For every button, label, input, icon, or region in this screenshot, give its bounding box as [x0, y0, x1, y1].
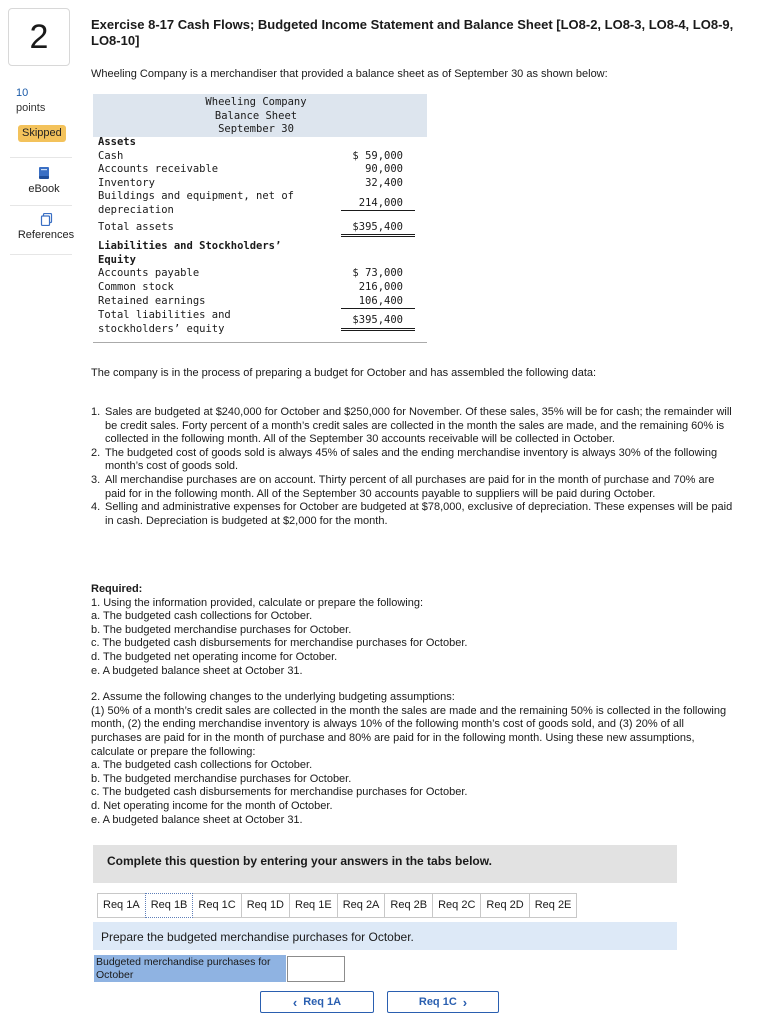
- list-item: e. A budgeted balance sheet at October 31.: [91, 664, 303, 677]
- points-value: 10: [16, 87, 29, 99]
- question-number: 2: [8, 8, 70, 66]
- tab-req-1c[interactable]: Req 1C: [193, 893, 240, 918]
- ebook-label: eBook: [28, 183, 60, 195]
- copy-icon: [40, 213, 53, 226]
- tab-req-2d[interactable]: Req 2D: [480, 893, 528, 918]
- row-label: Total assets: [98, 220, 174, 233]
- table-row: [93, 295, 427, 310]
- item-text: Selling and administrative expenses for October are budgeted at $78,000, exclusive of depreciation. These expenses will be paid in cash. Depreciation is budgeted at $2,000 for the month.: [105, 501, 733, 527]
- rail-divider: [10, 254, 72, 255]
- rail-divider: [10, 205, 72, 206]
- row-value: $ 73,000: [352, 267, 403, 280]
- balance-sheet-header: [93, 94, 427, 137]
- row-value: $395,400: [341, 314, 415, 331]
- next-label: Req 1C: [418, 996, 457, 1008]
- item-number: 4.: [91, 501, 101, 514]
- row-label: Accounts receivable: [98, 163, 219, 176]
- row-value: 214,000: [341, 197, 415, 212]
- part2-text: (1) 50% of a month’s credit sales are collected in the month the sales are made and the remaining 50% is collected in the following month, (2) the ending merchandise inventory is always 10% of the following month’s cost of goods sold, and (3) 20% of all purchases are paid for in the month of purchase and 80% are paid for in the following month. Using these new assumptions, calculate or prepare the following:: [91, 704, 727, 758]
- row-label: Inventory: [98, 176, 155, 189]
- table-row: [93, 221, 427, 238]
- table-bottom-rule: [93, 342, 427, 343]
- tab-req-1e[interactable]: Req 1E: [289, 893, 337, 918]
- list-item: [91, 501, 736, 528]
- row-value: 90,000: [365, 163, 403, 176]
- table-row: [93, 150, 427, 164]
- row-value: $ 59,000: [352, 149, 403, 162]
- table-row: [93, 267, 427, 281]
- list-item: c. The budgeted cash disbursements for merchandise purchases for October.: [91, 786, 468, 799]
- required-section: [91, 583, 731, 827]
- balance-sheet: [93, 94, 427, 343]
- list-item: d. Net operating income for the month of October.: [91, 799, 333, 812]
- row-value: $395,400: [341, 221, 415, 238]
- list-item: e. A budgeted balance sheet at October 31.: [91, 813, 303, 826]
- table-row: [93, 281, 427, 295]
- list-item: a. The budgeted cash collections for October.: [91, 759, 313, 772]
- prev-requirement-button[interactable]: [260, 991, 374, 1013]
- row-label: Accounts payable: [98, 267, 200, 280]
- table-row: [93, 177, 427, 191]
- row-label: Total liabilities and stockholders’ equity: [98, 309, 231, 335]
- list-item: c. The budgeted cash disbursements for merchandise purchases for October.: [91, 637, 468, 650]
- row-label: Buildings and equipment, net of depreciation: [98, 190, 294, 216]
- table-row: [93, 190, 427, 217]
- prev-label: Req 1A: [303, 996, 342, 1008]
- instruction-banner: Complete this question by entering your answers in the tabs below.: [93, 845, 677, 883]
- item-number: 2.: [91, 446, 101, 459]
- tab-req-2a[interactable]: Req 2A: [337, 893, 385, 918]
- table-row: [93, 163, 427, 177]
- data-list: [91, 406, 736, 528]
- part2-intro: 2. Assume the following changes to the underlying budgeting assumptions:: [91, 691, 455, 704]
- part1-intro: 1. Using the information provided, calculate or prepare the following:: [91, 596, 424, 609]
- row-value: 32,400: [365, 176, 403, 189]
- points-label: points: [16, 102, 46, 114]
- required-heading: Required:: [91, 583, 143, 595]
- tab-req-2b[interactable]: Req 2B: [384, 893, 432, 918]
- answer-label: Budgeted merchandise purchases for October: [94, 955, 286, 982]
- list-item: [91, 406, 736, 447]
- references-label: References: [17, 229, 75, 241]
- row-value: 106,400: [341, 295, 415, 310]
- tab-req-2e[interactable]: Req 2E: [529, 893, 578, 918]
- statement-date: September 30: [218, 123, 294, 135]
- tab-req-2c[interactable]: Req 2C: [432, 893, 480, 918]
- list-item: a. The budgeted cash collections for October.: [91, 610, 313, 623]
- ebook-button[interactable]: [16, 166, 72, 195]
- item-number: 3.: [91, 473, 101, 486]
- row-label: Cash: [98, 149, 124, 162]
- item-text: All merchandise purchases are on account. Thirty percent of all purchases are paid for in the month of purchase and 70% are paid for in the following month. All of the September 30 accounts payable to suppliers will be paid during October.: [105, 473, 715, 500]
- chevron-right-icon: ›: [462, 994, 468, 1010]
- status-badge: Skipped: [18, 125, 66, 142]
- references-button[interactable]: [14, 213, 78, 241]
- budget-intro: The company is in the process of preparing a budget for October and has assembled the following data:: [91, 367, 597, 379]
- rail-divider: [10, 157, 72, 158]
- table-row: [93, 309, 427, 336]
- list-item: [91, 474, 736, 501]
- tab-prompt: Prepare the budgeted merchandise purchases for October.: [93, 922, 677, 950]
- assets-heading: Assets: [98, 136, 136, 148]
- list-item: b. The budgeted merchandise purchases for October.: [91, 623, 352, 636]
- exercise-title: Exercise 8-17 Cash Flows; Budgeted Income Statement and Balance Sheet [LO8-2, LO8-3, LO8-4, LO8-9, LO8-10]: [91, 17, 734, 48]
- exercise-intro: Wheeling Company is a merchandiser that provided a balance sheet as of September 30 as shown below:: [91, 68, 608, 80]
- company-name: Wheeling Company: [205, 96, 307, 108]
- tab-req-1d[interactable]: Req 1D: [241, 893, 289, 918]
- next-requirement-button[interactable]: [387, 991, 499, 1013]
- requirement-tabs: [97, 893, 577, 918]
- tab-req-1a[interactable]: Req 1A: [97, 893, 145, 918]
- chevron-left-icon: ‹: [292, 994, 298, 1010]
- liabilities-heading: Liabilities and Stockholders’ Equity: [98, 240, 282, 266]
- row-label: Retained earnings: [98, 294, 206, 307]
- tab-req-1b[interactable]: Req 1B: [145, 893, 194, 918]
- list-item: d. The budgeted net operating income for October.: [91, 650, 338, 663]
- item-text: Sales are budgeted at $240,000 for October and $250,000 for November. Of these sales, 35% will be for cash; the remainder will be credit sales. Forty percent of a month’s credit sales are collected in the month the sales are made, and the remaining 60% is collected in the following month. All of the September 30 accounts receivable will be collected in October.: [105, 406, 732, 446]
- row-value: 216,000: [358, 280, 403, 293]
- item-number: 1.: [91, 406, 101, 418]
- item-text: The budgeted cost of goods sold is always 45% of sales and the ending merchandise inventory is always 30% of the following month’s cost of goods sold.: [105, 446, 718, 473]
- statement-name: Balance Sheet: [214, 109, 298, 122]
- book-icon: [37, 166, 51, 180]
- merchandise-purchases-input[interactable]: [287, 956, 345, 982]
- list-item: b. The budgeted merchandise purchases for October.: [91, 772, 352, 785]
- row-label: Common stock: [98, 280, 174, 293]
- list-item: [91, 447, 736, 474]
